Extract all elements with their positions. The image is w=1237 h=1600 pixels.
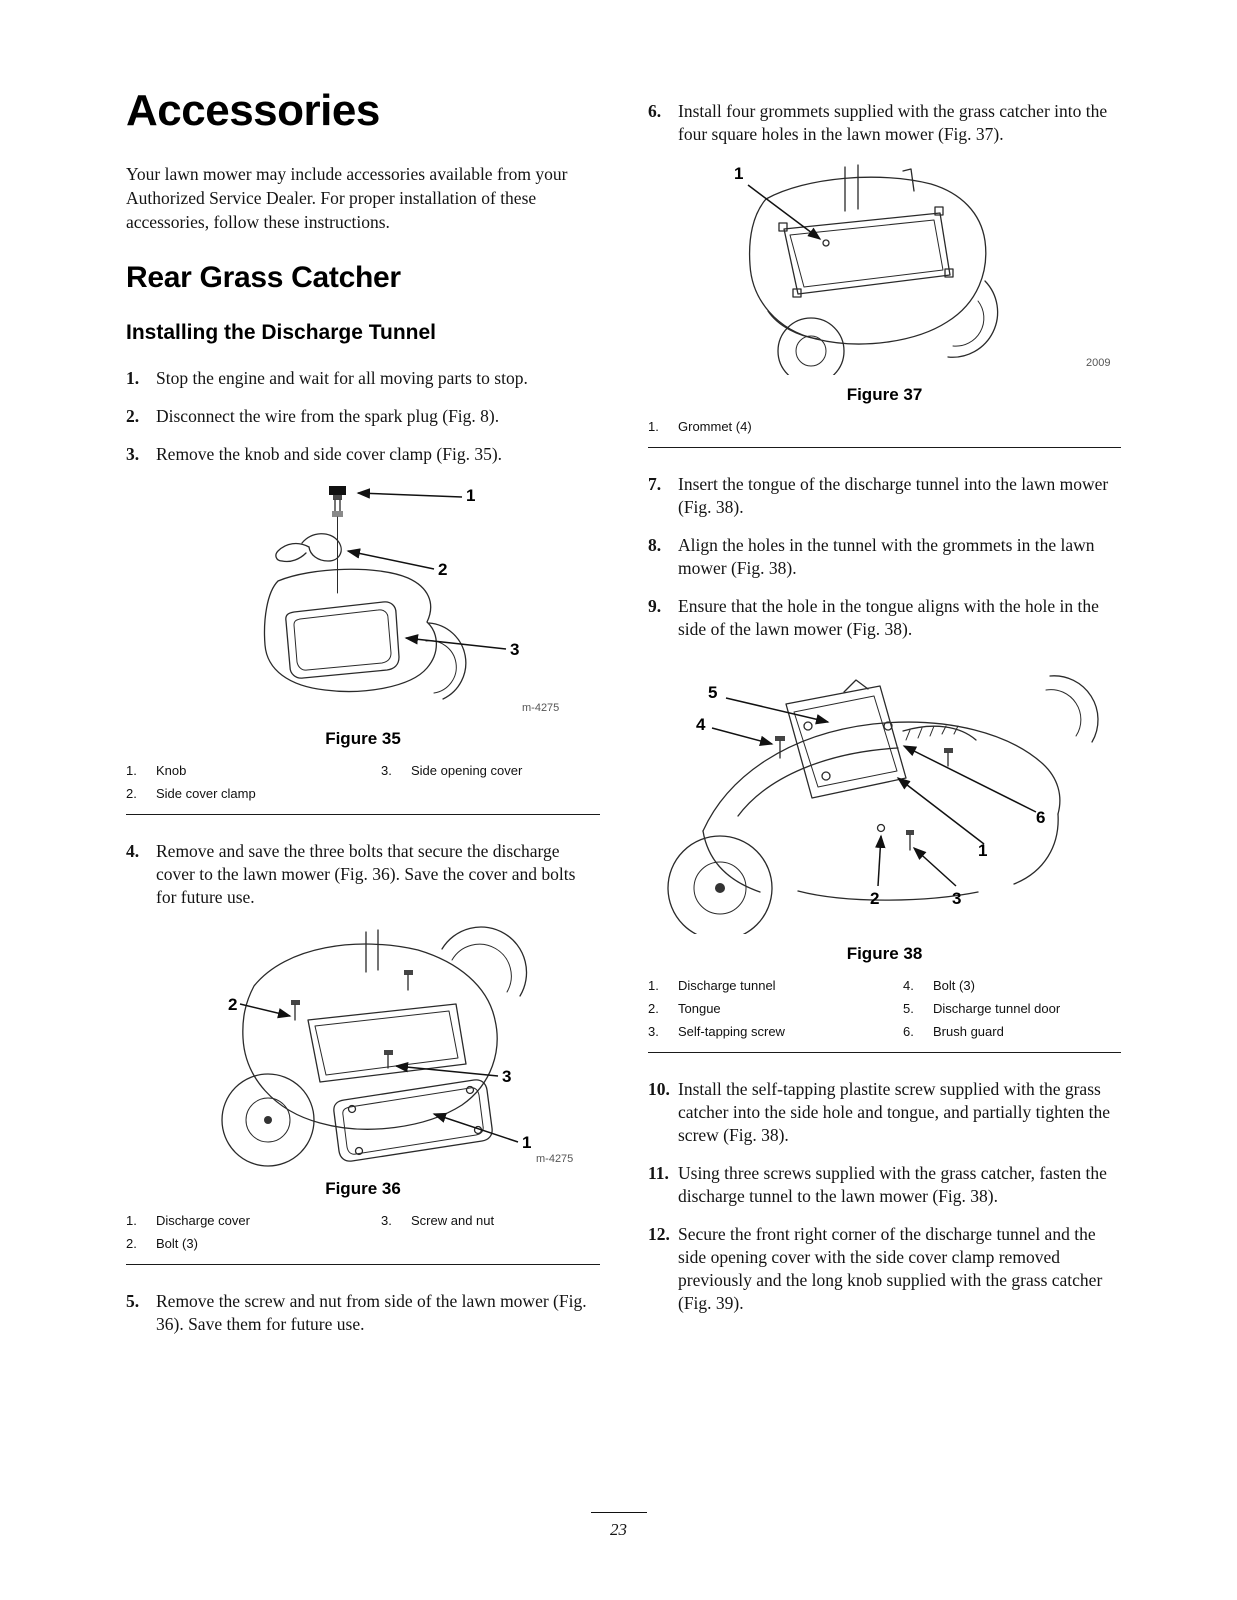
legend-num: [381, 1236, 411, 1252]
legend-text: [933, 419, 1121, 435]
step-number: 9.: [648, 596, 662, 616]
callout-3: 3: [952, 889, 962, 908]
figure-35-drawing: [126, 481, 600, 719]
legend-text: Tongue: [678, 1001, 721, 1016]
legend-text: Self-tapping screw: [678, 1024, 785, 1039]
callout-2: 2: [870, 889, 880, 908]
callout-6: 6: [1036, 808, 1046, 827]
figure-37-caption: Figure 37: [846, 385, 923, 404]
legend-num: 2.: [126, 786, 137, 801]
callout-5: 5: [708, 683, 718, 702]
callout-4: 4: [696, 715, 706, 734]
legend-text: Screw and nut: [411, 1213, 495, 1228]
step-11: [648, 1162, 1121, 1208]
figure-37-drawing: [648, 161, 1121, 375]
divider: [126, 814, 600, 815]
callout-3: 3: [502, 1067, 512, 1086]
step-number: 7.: [648, 474, 662, 494]
legend-num: 6.: [903, 1024, 914, 1039]
legend-num: 1.: [126, 1213, 137, 1228]
legend-text: [411, 786, 600, 802]
figure-37-legend: [648, 419, 1121, 447]
legend-text: [411, 1236, 600, 1252]
step-1: [126, 367, 600, 390]
figure-38-legend: [648, 978, 1121, 1052]
figure-36-caption: Figure 36: [325, 1179, 401, 1198]
step-2: [126, 405, 600, 428]
step-number: 8.: [648, 535, 662, 555]
step-6: [648, 100, 1121, 146]
step-text: Align the holes in the tunnel with the grommets in the lawn mower (Fig. 38).: [678, 535, 1095, 578]
step-number: 3.: [126, 444, 140, 464]
step-text: Remove and save the three bolts that secure the discharge cover to the lawn mower (Fig. 36). Save the cover and bolts for future use.: [156, 841, 576, 907]
step-number: 1.: [126, 368, 140, 388]
step-text: Remove the knob and side cover clamp (Fig. 35).: [156, 444, 503, 464]
figure-36-legend: [126, 1213, 600, 1264]
left-column: [126, 86, 600, 1351]
step-4: [126, 840, 600, 909]
legend-num: [903, 419, 933, 435]
legend-text: Brush guard: [933, 1024, 1004, 1039]
figure-37: [648, 161, 1121, 375]
callout-3: 3: [510, 640, 520, 659]
legend-text: Bolt (3): [156, 1236, 198, 1251]
step-text: Using three screws supplied with the grass catcher, fasten the discharge tunnel to the lawn mower (Fig. 38).: [678, 1163, 1107, 1206]
figure-35: [126, 481, 600, 719]
step-number: 12.: [648, 1224, 670, 1244]
figure-37-mark: 2009: [1086, 357, 1111, 369]
step-number: 11.: [648, 1163, 669, 1183]
figure-38-caption: Figure 38: [846, 944, 923, 963]
step-text: Disconnect the wire from the spark plug (Fig. 8).: [156, 406, 500, 426]
step-text: Install four grommets supplied with the grass catcher into the four square holes in the lawn mower (Fig. 37).: [678, 101, 1108, 144]
step-text: Install the self-tapping plastite screw supplied with the grass catcher into the side hole and tongue, and partially tighten the screw (Fig. 38).: [678, 1079, 1111, 1145]
intro-paragraph: Your lawn mower may include accessories available from your Authorized Service Dealer. For proper installation of these accessories, follow these instructions.: [126, 164, 568, 232]
figure-35-legend: [126, 763, 600, 814]
page-title: Accessories: [126, 86, 380, 135]
divider: [648, 447, 1121, 448]
callout-1: 1: [734, 164, 744, 183]
legend-text: Grommet (4): [678, 419, 752, 434]
divider: [126, 1264, 600, 1265]
step-text: Secure the front right corner of the discharge tunnel and the side opening cover with the side cover clamp removed previously and the long knob supplied with the grass catcher (Fig. 39).: [678, 1224, 1103, 1313]
footer-rule: [591, 1512, 647, 1513]
step-10: [648, 1078, 1121, 1147]
figure-36-mark: m-4275: [536, 1153, 574, 1165]
divider: [648, 1052, 1121, 1053]
legend-num: 2.: [126, 1236, 137, 1251]
figure-38-drawing: [648, 656, 1121, 934]
legend-text: Discharge tunnel door: [933, 1001, 1061, 1016]
callout-1: 1: [466, 486, 476, 505]
legend-num: 4.: [903, 978, 914, 993]
step-number: 10.: [648, 1079, 670, 1099]
legend-num: [381, 786, 411, 802]
step-12: [648, 1223, 1121, 1315]
step-number: 6.: [648, 101, 662, 121]
legend-text: Bolt (3): [933, 978, 975, 993]
figure-35-mark: m-4275: [522, 702, 560, 714]
step-text: Insert the tongue of the discharge tunnel into the lawn mower (Fig. 38).: [678, 474, 1109, 517]
figure-36: [126, 924, 600, 1169]
legend-num: 5.: [903, 1001, 914, 1016]
step-8: [648, 534, 1121, 580]
callout-2: 2: [438, 560, 448, 579]
legend-text: Discharge cover: [156, 1213, 250, 1228]
step-text: Remove the screw and nut from side of the lawn mower (Fig. 36). Save them for future use.: [156, 1291, 587, 1334]
step-number: 5.: [126, 1291, 140, 1311]
page-number: 23: [610, 1520, 627, 1539]
legend-text: Side opening cover: [411, 763, 523, 778]
legend-text: Discharge tunnel: [678, 978, 776, 993]
page-footer: [0, 1512, 1237, 1540]
step-number: 4.: [126, 841, 140, 861]
step-number: 2.: [126, 406, 140, 426]
right-column: [648, 86, 1121, 1351]
callout-2: 2: [228, 995, 238, 1014]
legend-num: 3.: [648, 1024, 659, 1039]
step-3: [126, 443, 600, 466]
step-7: [648, 473, 1121, 519]
step-5: [126, 1290, 600, 1336]
legend-text: Side cover clamp: [156, 786, 256, 801]
callout-1: 1: [978, 841, 988, 860]
callout-1: 1: [522, 1133, 532, 1152]
subsection-heading: Installing the Discharge Tunnel: [126, 321, 436, 344]
step-9: [648, 595, 1121, 641]
step-text: Stop the engine and wait for all moving parts to stop.: [156, 368, 528, 388]
legend-num: 2.: [648, 1001, 659, 1016]
legend-text: Knob: [156, 763, 187, 778]
legend-num: 1.: [648, 419, 659, 434]
legend-num: 3.: [381, 763, 392, 778]
legend-num: 1.: [648, 978, 659, 993]
section-heading: Rear Grass Catcher: [126, 261, 401, 294]
legend-num: 1.: [126, 763, 137, 778]
step-text: Ensure that the hole in the tongue aligns with the hole in the side of the lawn mower (Fig. 38).: [678, 596, 1099, 639]
legend-num: 3.: [381, 1213, 392, 1228]
figure-38: [648, 656, 1121, 934]
figure-35-caption: Figure 35: [325, 729, 401, 748]
